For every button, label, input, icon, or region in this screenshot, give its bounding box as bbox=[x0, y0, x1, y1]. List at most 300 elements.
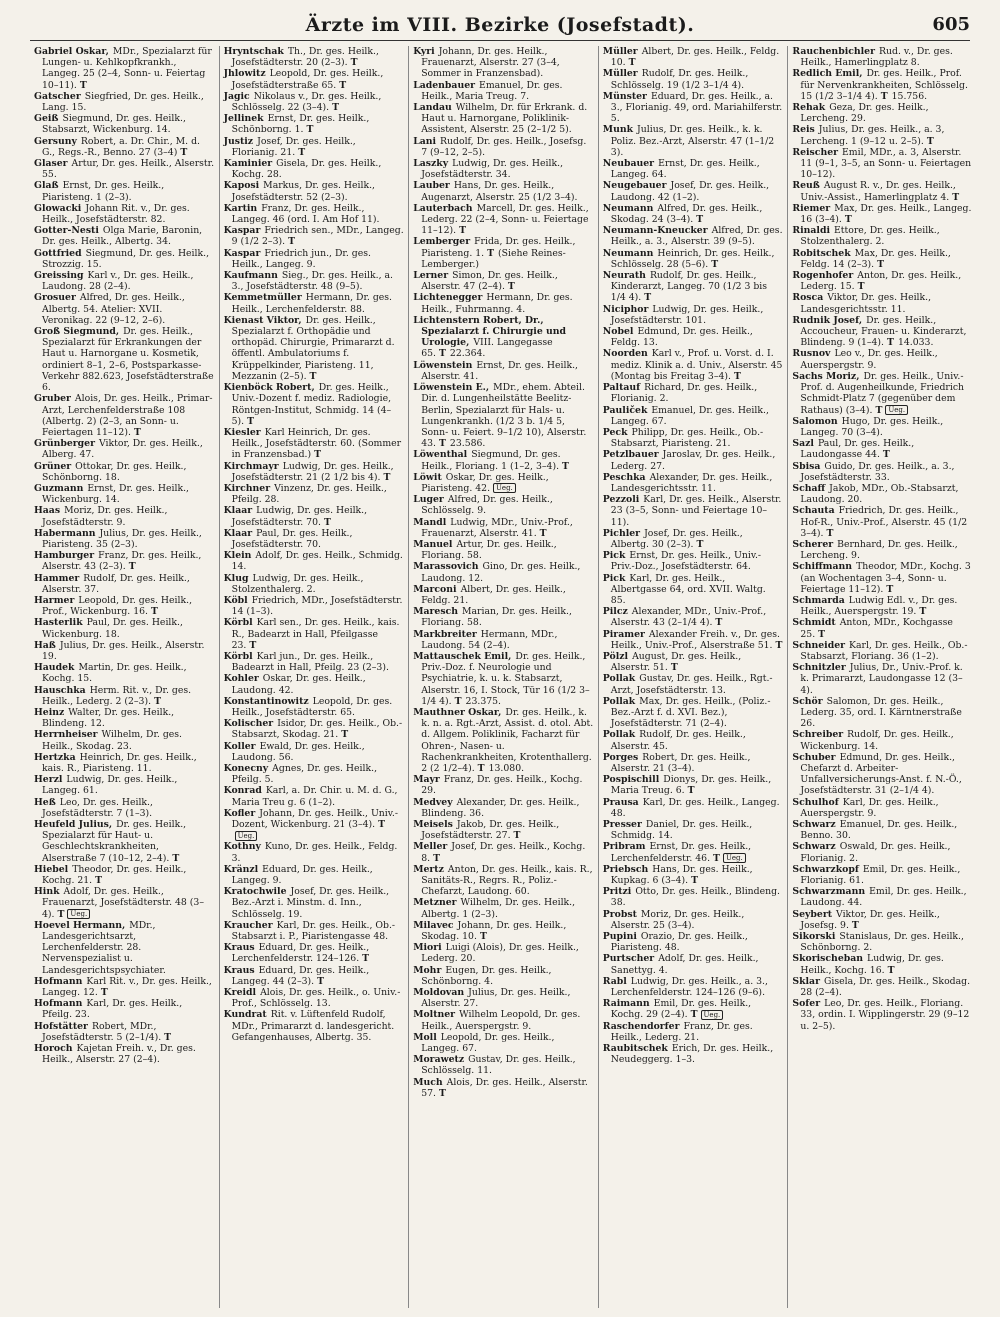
directory-entry bbox=[34, 113, 215, 135]
directory-entry bbox=[603, 729, 784, 751]
directory-entry bbox=[34, 292, 215, 326]
entry-details: Alfred, Dr. ges. Heilk., a. 3., Alserstr. 39 (9–5). bbox=[610, 225, 783, 248]
entry-details: Th., Dr. ges. Heilk., Josefstädterstr. 20 (2–3). bbox=[231, 46, 379, 69]
directory-entry bbox=[34, 774, 215, 796]
entry-details: Hermann, Dr. ges. Heilk., Lerchenfelderstr. 88. bbox=[231, 292, 393, 315]
entry-details: Ewald, Dr. ges. Heilk., Laudong. 56. bbox=[231, 740, 365, 763]
entry-name: Lauterbach bbox=[413, 202, 473, 214]
entry-name: Schmidt bbox=[792, 617, 836, 629]
entry-name: Lerner bbox=[413, 270, 449, 282]
entry-name: Kaspar bbox=[223, 247, 261, 259]
directory-column-1 bbox=[30, 46, 220, 1308]
entry-name: Mayr bbox=[413, 774, 440, 786]
directory-entry bbox=[224, 808, 405, 842]
entry-name: Medvey bbox=[413, 796, 453, 808]
entry-details: Dr. ges. Heilk., Spezialarzt f. Orthopädie und orthopäd. Chirurgie, Primararzt d. öffentl. Ambulatoriums f. Krüppelkinder, Piaristeng. 11, Mezzanin (2–5). bbox=[231, 314, 395, 382]
entry-name: Mauthner Oskar, bbox=[413, 706, 502, 718]
entry-details: Ludwig, Dr. ges. Heilk., Josefstädterstr. 34. bbox=[421, 158, 564, 181]
entry-details: Luigi (Alois), Dr. ges. Heilk., Lederg. 20. bbox=[421, 942, 579, 965]
entry-details: Josef, Dr. ges. Heilk., Kochg. 8. bbox=[421, 841, 586, 864]
entry-details: Rudolf, Dr. ges. Heilk., Alserstr. 45. bbox=[610, 729, 746, 752]
boxed-badge: Ueg. bbox=[701, 1010, 724, 1020]
entry-details: Jakob, Dr. ges. Heilk., Josefstädterstr. 27. bbox=[421, 819, 560, 842]
entry-name: Marassovich bbox=[413, 561, 479, 573]
directory-entry bbox=[603, 1021, 784, 1043]
entry-name: Köbl bbox=[223, 594, 248, 606]
entry-details: Emil, Dr. ges. Heilk., Florianig. 61. bbox=[800, 863, 961, 887]
entry-name: Raubitschek bbox=[602, 1043, 668, 1055]
telephone-marker: T bbox=[696, 214, 704, 226]
directory-entry bbox=[413, 494, 594, 516]
telephone-marker: T bbox=[687, 785, 695, 797]
entry-name: Glaß bbox=[34, 180, 59, 192]
directory-entry bbox=[603, 819, 784, 841]
entry-details: Dr. ges. Heilk., k. k. n. a. Rgt.-Arzt, Assist. d. otol. Abt. d. Allgem. Poliklinik, Facharzt für Ohren-, Nasen- u. Rachenkrankheiten, Krotenthallerg. 2 (2 1/2–4). bbox=[421, 706, 594, 774]
telephone-marker: T bbox=[57, 908, 65, 920]
directory-entry bbox=[34, 998, 215, 1020]
entry-name: Mertz bbox=[413, 863, 444, 875]
entry-details: Ludwig, Dr. ges. Heilk., Josefstädterstr. 70. bbox=[231, 505, 368, 528]
entry-details: Martin, Dr. ges. Heilk., Kochg. 15. bbox=[42, 662, 187, 685]
entry-details: Siegmund, Dr. ges. Heilk., Stabsarzt, Wickenburg. 14. bbox=[42, 113, 186, 136]
page-number: 605 bbox=[932, 14, 970, 35]
entry-details: Emil, MDr., a. 3, Alserstr. 11 (9–1, 3–5, an Sonn- u. Feiertagen 10–12). bbox=[800, 146, 972, 181]
entry-details: Frida, Dr. ges. Heilk., Piaristeng. 1. bbox=[421, 236, 576, 259]
telephone-marker: T bbox=[128, 561, 136, 573]
entry-details: Robert, a. Dr. Chir., M. d. G., Regs.-R., Benno. 27 (3–4) bbox=[42, 135, 201, 158]
entry-name: Grüner bbox=[34, 460, 72, 472]
entry-details: Heinrich, Dr. ges. Heilk., kais. R., Piaristeng. 11. bbox=[42, 751, 197, 774]
entry-details: VIII. Langegasse 65. bbox=[421, 337, 553, 360]
directory-entry bbox=[603, 841, 784, 863]
entry-details: Ernst, Dr. ges. Heilk., Lerchenfelderstr. 46. bbox=[610, 841, 752, 864]
directory-entry bbox=[34, 707, 215, 729]
entry-name: Hofmann bbox=[34, 975, 83, 987]
directory-column-5 bbox=[788, 46, 978, 1308]
directory-entry bbox=[34, 270, 215, 292]
entry-details: Gustav, Dr. ges. Heilk., Schlösselg. 11. bbox=[421, 1054, 576, 1077]
entry-name: Meller bbox=[413, 841, 448, 853]
entry-name: Schaff bbox=[792, 482, 826, 494]
entry-details: August R. v., Dr. ges. Heilk., Univ.-Assist., Hamerlingplatz 4. bbox=[800, 180, 956, 203]
directory-entry bbox=[34, 248, 215, 270]
directory-entry bbox=[792, 976, 974, 998]
telephone-marker: T bbox=[339, 79, 347, 91]
directory-entry bbox=[34, 729, 215, 751]
entry-name: Sachs Moriz, bbox=[792, 370, 860, 382]
entry-name: Hertzka bbox=[34, 751, 76, 763]
telephone-marker: T bbox=[826, 527, 834, 539]
entry-name: Porges bbox=[602, 751, 639, 763]
directory-entry bbox=[413, 561, 594, 583]
entry-details: Ottokar, Dr. ges. Heilk., Schönborng. 18. bbox=[42, 460, 187, 483]
entry-details: Moriz, Dr. ges. Heilk., Alserstr. 25 (3–4). bbox=[610, 908, 745, 931]
telephone-marker: T bbox=[857, 281, 865, 293]
entry-details: Alois, Dr. ges. Heilk., Alserstr. 57. bbox=[421, 1076, 588, 1099]
entry-details: Karl, Dr. ges. Heilk., Pfeilg. 23. bbox=[42, 998, 183, 1021]
telephone-marker: T bbox=[628, 57, 636, 69]
entry-extra: 22.364. bbox=[449, 348, 486, 360]
directory-entry bbox=[224, 505, 405, 527]
entry-details: Leo, Dr. ges. Heilk., Josefstädterstr. 7 (1–3). bbox=[42, 796, 153, 819]
directory-entry bbox=[413, 942, 594, 964]
entry-details: Edmund, Dr. ges. Heilk., Chefarzt d. Arbeiter-Unfallversicherungs-Anst. f. N.-Ö., Josefstädterstr. 31 (2–1/4 4). bbox=[800, 751, 962, 797]
directory-entry bbox=[224, 46, 405, 68]
entry-details: Stanislaus, Dr. ges. Heilk., Schönborng. 2. bbox=[800, 931, 964, 954]
entry-details: Karl v., Dr. ges. Heilk., Laudong. 28 (2–4). bbox=[42, 270, 194, 293]
entry-name: Horoch bbox=[34, 1043, 73, 1055]
entry-details: Rudolf, Dr. ges. Heilk., Wickenburg. 14. bbox=[800, 729, 954, 752]
telephone-marker: T bbox=[670, 662, 678, 674]
entry-details: Emanuel, Dr. ges. Heilk., Langeg. 67. bbox=[610, 404, 769, 427]
entry-name: Rehak bbox=[792, 102, 826, 114]
directory-entry bbox=[603, 382, 784, 404]
entry-details: Wilhelm, Dr. ges. Heilk., Skodag. 23. bbox=[42, 729, 183, 752]
entry-details: Franz, Dr. ges. Heilk., Kochg. 29. bbox=[421, 774, 583, 797]
directory-entry bbox=[792, 505, 974, 539]
entry-name: Probst bbox=[602, 908, 637, 920]
directory-entry bbox=[792, 662, 974, 696]
directory-entry bbox=[413, 539, 594, 561]
directory-entry bbox=[792, 752, 974, 797]
directory-entry bbox=[792, 931, 974, 953]
entry-details: Alfred, Dr. ges. Heilk., Skodag. 24 (3–4). bbox=[610, 202, 763, 226]
directory-entry bbox=[413, 236, 594, 270]
directory-entry bbox=[603, 696, 784, 730]
directory-entry bbox=[792, 248, 974, 270]
directory-entry bbox=[224, 841, 405, 863]
entry-name: Schiffmann bbox=[792, 561, 853, 573]
entry-details: Paul, Dr. ges. Heilk., Laudongasse 44. bbox=[800, 438, 915, 461]
telephone-marker: T bbox=[886, 583, 894, 595]
entry-name: Peck bbox=[602, 426, 628, 438]
entry-name: Klein bbox=[223, 550, 252, 562]
entry-name: Gabriel Oskar, bbox=[34, 46, 109, 57]
entry-details: Ernst, Dr. ges. Heilk., Schönborng. 1. bbox=[231, 113, 370, 136]
entry-name: Löwenthal bbox=[413, 449, 468, 461]
entry-details: Julius, Dr., Univ.-Prof. k. k. Primararzt, Laudongasse 12 (3–4). bbox=[800, 662, 963, 696]
directory-entry bbox=[413, 517, 594, 539]
entry-name: Paltauf bbox=[602, 382, 641, 394]
entry-name: Konstantinowitz bbox=[223, 695, 309, 707]
directory-entry bbox=[34, 91, 215, 113]
directory-entry bbox=[34, 1043, 215, 1065]
entry-details: Emil, Dr. ges. Heilk., Laudong. 44. bbox=[800, 886, 967, 909]
entry-name: Löwenstein bbox=[413, 359, 473, 371]
telephone-marker: T bbox=[713, 852, 720, 864]
entry-details: Simon, Dr. ges. Heilk., Alserstr. 47 (2–4). bbox=[421, 270, 558, 293]
directory-entry bbox=[413, 1009, 594, 1031]
entry-details: Oswald, Dr. ges. Heilk., Florianig. 2. bbox=[800, 841, 951, 864]
entry-name: Glaser bbox=[34, 158, 68, 170]
telephone-marker: T bbox=[715, 617, 723, 629]
telephone-marker: T bbox=[880, 90, 888, 102]
directory-entry bbox=[224, 203, 405, 225]
entry-details: Anton, Dr. ges. Heilk., kais. R., Sanitäts-R., Regrs. R., Poliz.-Chefarzt, Laudong. 60. bbox=[421, 863, 593, 898]
directory-entry bbox=[792, 483, 974, 505]
entry-details: Franz, Dr. ges. Heilk., Lederg. 21. bbox=[610, 1020, 753, 1043]
entry-details: Rudolf, Dr. ges. Heilk., Schlösselg. 19 (1/2 3–1/4 4). bbox=[610, 68, 749, 91]
entry-name: Pichler bbox=[602, 527, 641, 539]
entry-name: Sklar bbox=[792, 975, 820, 987]
directory-entry bbox=[603, 405, 784, 427]
directory-entry bbox=[34, 573, 215, 595]
entry-details: Bernhard, Dr. ges. Heilk., Lercheng. 9. bbox=[800, 538, 958, 562]
entry-name: Skorischeban bbox=[792, 953, 864, 965]
page-header bbox=[30, 8, 970, 42]
entry-details: Viktor, Dr. ges. Heilk., Alberg. 47. bbox=[42, 438, 203, 461]
entry-details: Karl Rit. v., Dr. ges. Heilk., Langeg. 12. bbox=[42, 975, 212, 999]
entry-name: Pollak bbox=[602, 695, 636, 707]
directory-entry bbox=[34, 640, 215, 662]
directory-entry bbox=[603, 864, 784, 886]
entry-name: Pick bbox=[602, 572, 626, 584]
telephone-marker: T bbox=[309, 370, 317, 382]
telephone-marker: T bbox=[454, 695, 462, 707]
entry-name: Heinz bbox=[34, 706, 65, 718]
entry-name: Lichtenstern Robert, Dr., Spezialarzt f. Chirurgie und Urologie, bbox=[413, 314, 567, 349]
directory-entry bbox=[34, 505, 215, 527]
directory-entry bbox=[792, 124, 974, 146]
directory-entry bbox=[224, 617, 405, 651]
boxed-badge: Ueg. bbox=[67, 909, 90, 919]
entry-details: Emanuel, Dr. ges. Heilk., Benno. 30. bbox=[800, 819, 958, 842]
directory-entry bbox=[224, 68, 405, 90]
entry-details: MDr., ehem. Abteil. Dir. d. Lungenheilstätte Beelitz-Berlin, Spezialarzt für Hals- u. Lungenkrankh. (1/2 3 b. 1/4 5, Sonn- u. Feiert. 9–1/2 10), Alserstr. 43. bbox=[421, 382, 587, 450]
entry-details: Julius, Dr. ges. Heilk., Alserstr. 27. bbox=[421, 987, 571, 1010]
directory-entry bbox=[413, 382, 594, 449]
entry-name: Reis bbox=[792, 124, 815, 136]
telephone-marker: T bbox=[378, 819, 386, 831]
directory-entry bbox=[34, 864, 215, 886]
telephone-marker: T bbox=[133, 426, 141, 438]
directory-column-4 bbox=[599, 46, 789, 1308]
directory-entry bbox=[603, 909, 784, 931]
entry-details: Eduard, Dr. ges. Heilk., Langeg. 44 (2–3). bbox=[231, 964, 370, 987]
directory-entry bbox=[224, 651, 405, 673]
directory-column-2 bbox=[220, 46, 410, 1308]
entry-name: Kirchmayr bbox=[223, 460, 279, 472]
header-rule bbox=[30, 40, 970, 41]
directory-entry bbox=[413, 315, 594, 360]
entry-name: Pölzl bbox=[602, 650, 629, 662]
entry-name: Sikorski bbox=[792, 931, 836, 943]
entry-details: Ludwig, Dr. ges. Heilk., a. 3., Lerchenfelderstr. 124–126 (9–6). bbox=[610, 975, 768, 999]
directory-entry bbox=[792, 998, 974, 1032]
entry-details: Adolf, Dr. ges. Heilk., Frauenarzt, Josefstädterstr. 48 (3–4). bbox=[42, 886, 204, 920]
entry-details: Johann, Dr. ges. Heilk., Frauenarzt, Alserstr. 27 (3–4, Sommer in Franzensbad). bbox=[421, 46, 560, 80]
entry-details: Wilhelm, Dr. ges. Heilk., Albertg. 1 (2–3). bbox=[421, 897, 576, 920]
directory-entry bbox=[603, 91, 784, 125]
entry-name: Metzner bbox=[413, 897, 457, 909]
entry-details: Josef, Dr. ges. Heilk., Florianig. 21. bbox=[231, 135, 356, 158]
entry-name: Laszky bbox=[413, 158, 449, 170]
directory-entry bbox=[413, 80, 594, 102]
entry-name: Haas bbox=[34, 505, 61, 517]
entry-name: Greissing bbox=[34, 270, 84, 282]
entry-name: Schauta bbox=[792, 505, 835, 517]
directory-entry bbox=[34, 46, 215, 91]
entry-name: Sofer bbox=[792, 998, 821, 1010]
directory-entry bbox=[792, 416, 974, 438]
entry-details: Artur, Dr. ges. Heilk., Floriang. 58. bbox=[421, 538, 557, 562]
entry-name: Raimann bbox=[602, 998, 650, 1010]
directory-entry bbox=[792, 953, 974, 975]
directory-entry bbox=[34, 685, 215, 707]
directory-entry bbox=[413, 1054, 594, 1076]
telephone-marker: T bbox=[362, 953, 370, 965]
entry-name: Geiß bbox=[34, 113, 59, 125]
directory-entry bbox=[34, 203, 215, 225]
entry-details: Hermann, MDr., Laudong. 54 (2–4). bbox=[421, 628, 558, 651]
telephone-marker: T bbox=[562, 460, 569, 472]
entry-details: Philipp, Dr. ges. Heilk., Ob.-Stabsarzt, Piaristeng. 21. bbox=[610, 426, 764, 450]
telephone-marker: T bbox=[172, 852, 180, 864]
telephone-marker: T bbox=[438, 1087, 446, 1099]
entry-details: Josef, Dr. ges. Heilk., Bez.-Arzt i. Minstm. d. Inn., Schlösselg. 19. bbox=[231, 886, 390, 920]
directory-entry bbox=[34, 483, 215, 505]
entry-details: Albert, Dr. ges. Heilk., Feldg. 21. bbox=[421, 583, 566, 606]
entry-details: Ernst, Dr. ges. Heilk., Univ.-Priv.-Doz., Josefstädterstr. 64. bbox=[610, 550, 762, 573]
entry-details: Ernst, Dr. ges. Heilk., Wickenburg. 14. bbox=[42, 482, 190, 506]
entry-name: Guzmann bbox=[34, 482, 84, 494]
entry-name: Kraus bbox=[223, 964, 255, 976]
entry-name: Jhlowitz bbox=[223, 68, 266, 80]
entry-details: Ludwig, Dr. ges. Heilk., Josefstädterstr. 101. bbox=[610, 303, 764, 326]
telephone-marker: T bbox=[247, 415, 255, 427]
entry-name: Pospischill bbox=[602, 774, 660, 786]
telephone-marker: T bbox=[298, 146, 306, 158]
entry-name: Neumann bbox=[602, 247, 654, 259]
directory-entry bbox=[792, 909, 974, 931]
entry-name: Kothny bbox=[223, 841, 261, 853]
telephone-marker: T bbox=[95, 875, 103, 887]
directory-entry bbox=[224, 113, 405, 135]
entry-name: Gottfried bbox=[34, 247, 82, 259]
entry-details: Gisela, Dr. ges. Heilk., Kochg. 28. bbox=[231, 158, 382, 181]
entry-name: Pupini bbox=[602, 931, 637, 943]
directory-entry bbox=[603, 573, 784, 607]
entry-name: Rosca bbox=[792, 292, 824, 304]
telephone-marker: T bbox=[539, 527, 547, 539]
telephone-marker: T bbox=[341, 729, 349, 741]
directory-entry bbox=[413, 136, 594, 158]
directory-entry bbox=[413, 1032, 594, 1054]
entry-name: Kaspar bbox=[223, 225, 261, 237]
telephone-marker: T bbox=[151, 606, 158, 618]
directory-entry bbox=[792, 595, 974, 617]
entry-details: Julius, Dr. ges. Heilk., Alserstr. 19. bbox=[42, 639, 205, 662]
telephone-marker: T bbox=[433, 852, 440, 864]
telephone-marker: T bbox=[844, 214, 852, 226]
entry-details: Rudolf, Dr. ges. Heilk., Josefsg. 7 (9–12, 2–5). bbox=[421, 135, 587, 158]
entry-details: Adolf, Dr. ges. Heilk., Schmidg. 14. bbox=[231, 550, 403, 573]
directory-entry bbox=[34, 662, 215, 684]
entry-details: Paul, Dr. ges. Heilk., Wickenburg. 18. bbox=[42, 617, 183, 640]
directory-entry bbox=[792, 348, 974, 370]
entry-details: Dr. ges. Heilk., Spezialarzt für Erkrankungen der Haut u. Harnorgane u. Kosmetik, ordiniert 8–1, 2–6, Postsparkasse-Verkehr 882.623, Josefstädterstraße 6. bbox=[42, 326, 214, 394]
entry-name: Scherer bbox=[792, 538, 834, 550]
entry-name: Schneider bbox=[792, 639, 846, 651]
entry-name: Konecny bbox=[223, 763, 269, 774]
directory-entry bbox=[603, 158, 784, 180]
entry-name: Kaposi bbox=[223, 180, 260, 192]
entry-details: Max, Dr. ges. Heilk., (Poliz.-Bez.-Arzt f. d. XVI. Bez.), Josefstädterstr. 71 (2–4). bbox=[610, 695, 771, 730]
directory-entry bbox=[413, 897, 594, 919]
entry-details: Dr. ges. Heilk., Prof. für Nervenkrankheiten, Schlösselg. 15 (1/2 3–1/4 4). bbox=[800, 68, 968, 102]
directory-entry bbox=[603, 886, 784, 908]
entry-details: Viktor, Dr. ges. Heilk., Josefsg. 9. bbox=[800, 908, 940, 931]
entry-details: Karl, a. Dr. Chir. u. M. d. G., Maria Treu g. 6 (1–2). bbox=[231, 785, 398, 808]
telephone-marker: T bbox=[459, 225, 466, 237]
boxed-badge: Ueg. bbox=[723, 853, 746, 863]
telephone-marker: T bbox=[477, 763, 485, 774]
entry-name: Müller bbox=[602, 68, 638, 80]
directory-entry bbox=[34, 797, 215, 819]
entry-name: Reuß bbox=[792, 180, 820, 192]
directory-entry bbox=[413, 651, 594, 707]
entry-details: Vinzenz, Dr. ges. Heilk., Pfeilg. 28. bbox=[231, 482, 387, 506]
entry-name: Pezzoli bbox=[602, 494, 640, 506]
entry-name: Lani bbox=[413, 135, 437, 147]
directory-entry bbox=[792, 371, 974, 416]
directory-entry bbox=[34, 158, 215, 180]
telephone-marker: T bbox=[100, 987, 108, 999]
entry-name: Moltner bbox=[413, 1009, 456, 1021]
telephone-marker: T bbox=[733, 370, 741, 382]
boxed-badge: Ueg. bbox=[885, 405, 908, 415]
telephone-marker: T bbox=[317, 975, 325, 987]
directory-entry bbox=[792, 461, 974, 483]
entry-name: Milavec bbox=[413, 919, 454, 931]
entry-details: Otto, Dr. ges. Heilk., Blindeng. 38. bbox=[610, 886, 781, 909]
directory-entry bbox=[413, 270, 594, 292]
entry-name: Nobel bbox=[602, 326, 634, 338]
entry-details: Herm. Rit. v., Dr. ges. Heilk., Lederg. 2 (2–3). bbox=[42, 684, 192, 707]
entry-details: Markus, Dr. ges. Heilk., Josefstädterstr. 52 (2–3). bbox=[231, 180, 376, 203]
entry-details: Julius, Dr. ges. Heilk., k. k. Poliz. Bez.-Arzt, Alserstr. 47 (1–1/2 3). bbox=[610, 124, 775, 158]
directory-entry bbox=[413, 292, 594, 314]
entry-name: Pollak bbox=[602, 729, 636, 741]
directory-entry bbox=[792, 886, 974, 908]
entry-name: Glowacki bbox=[34, 202, 82, 214]
directory-entry bbox=[34, 752, 215, 774]
entry-details: Karl, Dr. ges. Heilk., Albertgasse 64, ord. XVII. Waltg. 85. bbox=[610, 572, 766, 606]
directory-entry bbox=[413, 1077, 594, 1099]
directory-entry bbox=[792, 46, 974, 68]
directory-entry bbox=[34, 180, 215, 202]
entry-name: Hiebel bbox=[34, 863, 69, 875]
entry-name: Pollak bbox=[602, 673, 636, 685]
entry-name: Pritzi bbox=[602, 886, 632, 898]
directory-entry bbox=[603, 797, 784, 819]
entry-details: Rudolf, Dr. ges. Heilk., Kinderarzt, Langeg. 70 (1/2 3 bis 1/4 4). bbox=[610, 270, 768, 304]
entry-details: MDr., Spezialarzt für Lungen- u. Kehlkopfkrankh., Langeg. 25 (2–4, Sonn- u. Feiertag 10–11). bbox=[42, 46, 212, 91]
entry-name: Pauliček bbox=[602, 404, 648, 416]
entry-name: Sazl bbox=[792, 438, 814, 450]
telephone-marker: T bbox=[887, 964, 895, 976]
directory-entry bbox=[603, 449, 784, 471]
directory-entry bbox=[792, 180, 974, 202]
entry-details: Eduard, Dr. ges. Heilk., a. 3., Florianig. 49, ord. Mariahilferstr. 5. bbox=[610, 90, 783, 125]
entry-name: Schwarz bbox=[792, 841, 836, 853]
entry-details: Guido, Dr. ges. Heilk., a. 3., Josefstädterstr. 33. bbox=[800, 460, 955, 483]
entry-details: Dr. ges. Heilk., Priv.-Doz. f. Neurologie und Psychiatrie, k. u. k. Stabsarzt, Alserstr. 16, I. Stock, Tür 16 (1/2 3–1/4 4). bbox=[421, 650, 590, 707]
directory-entry bbox=[603, 1043, 784, 1065]
entry-details: Moriz, Dr. ges. Heilk., Josefstädterstr. 9. bbox=[42, 505, 168, 528]
directory-entry bbox=[792, 841, 974, 863]
entry-name: Müller bbox=[602, 46, 638, 57]
